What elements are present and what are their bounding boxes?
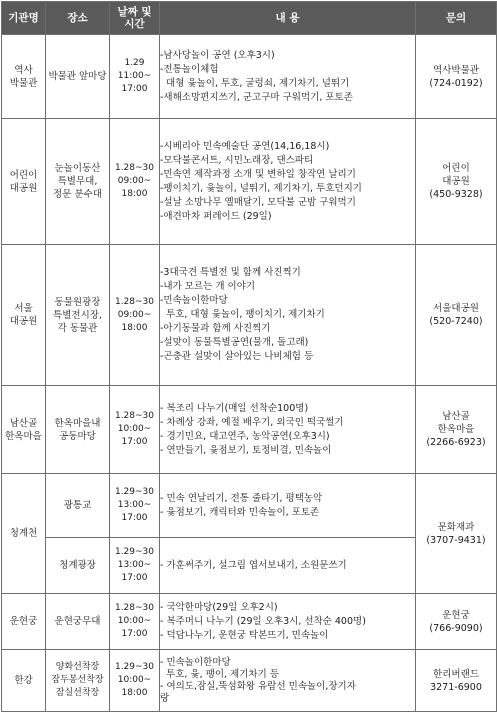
institution-cell: 청계천	[2, 474, 46, 594]
header-content: 내 용	[160, 2, 416, 35]
venue-cell: 박물관 앞마당	[46, 35, 110, 119]
table-row	[2, 474, 497, 538]
date-time-cell: 1.29 11:00~ 17:00	[110, 35, 160, 119]
venue-cell: 청계광장	[46, 538, 110, 594]
content-line: - 여의도,잠실,뚝섬화왕 유람선 민속놀이,장기자	[160, 680, 356, 692]
content-line: -내가 모르는 개 이야기	[160, 281, 256, 292]
date-time-cell: 1.28~30 10:00~ 17:00	[110, 386, 160, 474]
table-row	[2, 386, 497, 474]
content-cell	[160, 245, 416, 386]
venue-cell: 운현궁무대	[46, 594, 110, 650]
table-row	[2, 594, 497, 650]
content-cell	[160, 474, 416, 538]
content-cell	[160, 35, 416, 119]
content-cell	[160, 538, 416, 594]
content-cell	[160, 650, 416, 712]
institution-cell: 한강	[2, 650, 46, 712]
date-time-cell: 1.28~30 09:00~ 18:00	[110, 119, 160, 245]
content-line: - 국악한마당(29일 오후2시)	[160, 601, 278, 613]
content-line: -3대국견 특별전 및 함께 사진찍기	[160, 267, 301, 278]
content-line: - 민속 연날리기, 전통 줄타기, 평택농악	[160, 492, 323, 504]
header-row	[2, 2, 497, 35]
content-line: -남사당놀이 공연 (오후3시)	[160, 49, 275, 61]
content-line: -민속놀이한마당	[160, 295, 228, 306]
content-line: -모닥불콘서트, 시민노래장, 댄스파티	[160, 154, 314, 166]
date-time-cell: 1.28~30 09:00~ 18:00	[110, 245, 160, 386]
header-date-time: 날짜 및 시간	[110, 2, 160, 35]
contact-cell: 역사박물관 (724-0192)	[416, 35, 497, 119]
table-row	[2, 650, 497, 712]
content-line: -설맞이 동물특별공연(물개, 돌고래)	[160, 337, 309, 348]
content-cell	[160, 594, 416, 650]
institution-cell: 역사 박물관	[2, 35, 46, 119]
institution-cell: 운현궁	[2, 594, 46, 650]
table-row	[2, 35, 497, 119]
institution-cell: 어린이 대공원	[2, 119, 46, 245]
header-venue: 장소	[46, 2, 110, 35]
table-row	[2, 245, 497, 386]
date-time-cell: 1.29~30 13:00~ 17:00	[110, 538, 160, 594]
venue-cell: 눈놀이동산 특별무대, 정문 분수대	[46, 119, 110, 245]
content-line: -설날 소망나무 옐매달기, 모닥불 군밤 구워먹기	[160, 196, 356, 208]
venue-cell: 양화선착장 잠두봉선착장 잠실선착장	[46, 650, 110, 712]
table-row	[2, 119, 497, 245]
header-contact: 문의	[416, 2, 497, 35]
institution-cell: 서울 대공원	[2, 245, 46, 386]
venue-cell: 한옥마을내 공동마당	[46, 386, 110, 474]
date-time-cell: 1.29~30 13:00~ 17:00	[110, 474, 160, 538]
content-line: -시베리아 민속예술단 공연(14,16,18시)	[160, 140, 330, 152]
content-line: 대형 윷놀이, 투호, 굴렁쇠, 제기차기, 널뛰기	[160, 77, 350, 89]
contact-cell: 운현궁 (766-9090)	[416, 594, 497, 650]
contact-cell: 문화재과 (3707-9431)	[416, 474, 497, 594]
content-cell	[160, 119, 416, 245]
contact-cell: 서울대공원 (520-7240)	[416, 245, 497, 386]
content-line: 투호, 윷, 팽이, 제기차기 등	[160, 668, 279, 680]
content-cell	[160, 386, 416, 474]
institution-cell: 남산골 한옥마을	[2, 386, 46, 474]
content-line: -아기동물과 함께 사진찍기	[160, 323, 271, 334]
content-line: -팽이치기, 윷놀이, 널뛰기, 제기차기, 투호던지기	[160, 182, 362, 194]
content-line: -전통놀이체험	[160, 63, 219, 75]
content-line: - 경기민요, 대고연주, 농악공연(오후3시)	[160, 430, 330, 442]
content-line: - 복주머니 나누기 (29일 오후3시, 선착순 400명)	[160, 615, 366, 627]
content-line: -곤충관 설맞이 살아있는 나비체험 등	[160, 351, 314, 362]
content-line: - 복조리 나누기(매일 선착순100명)	[160, 402, 309, 414]
date-time-cell: 1.28~30 10:00~ 17:00	[110, 594, 160, 650]
header-institution: 기관명	[2, 2, 46, 35]
event-schedule-table	[1, 1, 497, 712]
content-line: - 덕담나누기, 운현궁 탁본뜨기, 민속놀이	[160, 629, 329, 641]
content-line: - 민속놀이한마당	[160, 656, 231, 668]
content-line: -애견마차 퍼레이드 (29일)	[160, 210, 272, 222]
content-line: 랑	[160, 692, 170, 704]
contact-cell: 어린이 대공원 (450-9328)	[416, 119, 497, 245]
contact-cell: 남산골 한옥마을 (2266-6923)	[416, 386, 497, 474]
contact-cell: 한리버랜드 3271-6900	[416, 650, 497, 712]
content-line: - 연만들기, 윷점보기, 토정비결, 민속놀이	[160, 444, 332, 456]
venue-cell: 동물원광장 특별전시장, 각 동물관	[46, 245, 110, 386]
content-line: 투호, 대형 윷놀이, 팽이치기, 제기차기	[160, 309, 325, 320]
content-line: -민속연 제작과정 소개 및 변하일 창작연 날리기	[160, 168, 356, 180]
content-line: -새해소망편지쓰기, 군고구마 구워먹기, 포토존	[160, 91, 353, 103]
content-line: - 가훈써주기, 설그림 엽서보내기, 소원문쓰기	[160, 559, 347, 571]
content-line: - 차례상 강좌, 예절 배우기, 외국인 떡국썰기	[160, 416, 344, 428]
content-line: - 윷점보기, 캐릭터와 민속놀이, 포토존	[160, 506, 320, 518]
date-time-cell: 1.29~30 10:00~ 18:00	[110, 650, 160, 712]
venue-cell: 광통교	[46, 474, 110, 538]
